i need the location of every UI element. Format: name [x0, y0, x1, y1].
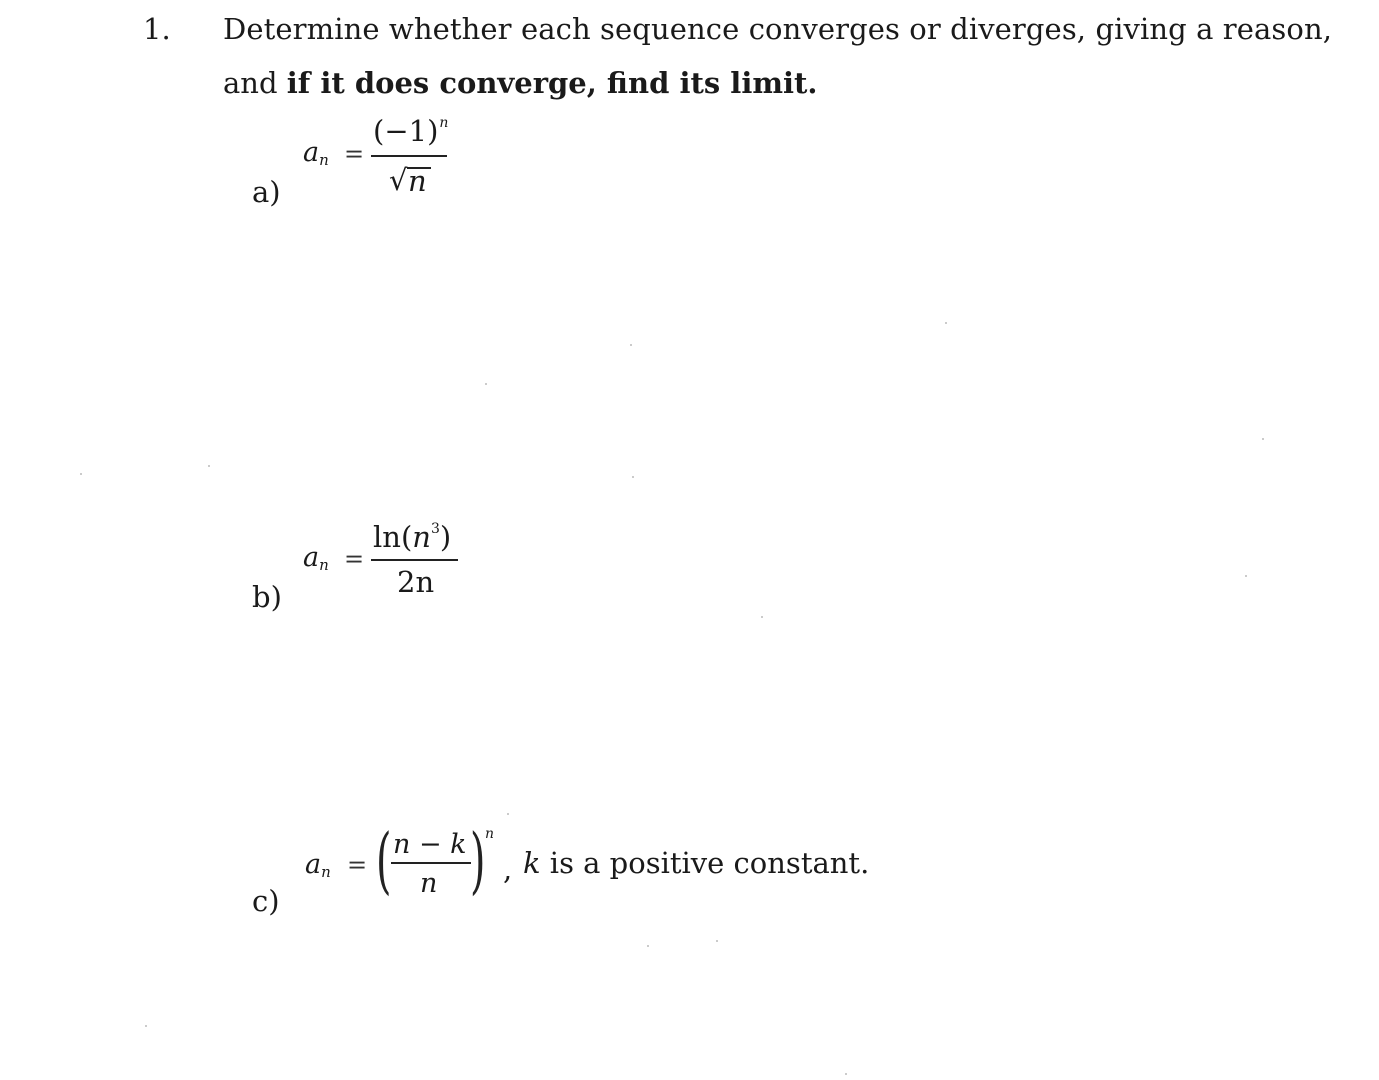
numerator-text: (−1): [373, 114, 439, 148]
constant-description: is a positive constant.: [549, 846, 870, 880]
part-a-denominator: n: [408, 164, 427, 198]
scan-speck: [647, 945, 649, 947]
part-b-label: b): [252, 580, 282, 614]
part-c-label: c): [252, 884, 280, 918]
part-b-lhs: [303, 542, 329, 574]
lhs-variable: a: [303, 542, 320, 573]
scan-speck: [945, 322, 947, 324]
scan-speck: [80, 473, 82, 475]
scan-speck: [716, 940, 718, 942]
part-c-comma: ,: [503, 852, 513, 886]
instruction-bold-text: if it does converge, find its limit.: [286, 66, 818, 100]
scan-speck: [145, 1025, 147, 1027]
part-b-numerator: [373, 520, 451, 554]
instruction-plain-text: and: [223, 66, 278, 100]
part-c-left-paren: (: [376, 818, 392, 902]
part-a-fraction-bar: [371, 155, 447, 157]
ln-prefix: ln(: [373, 520, 413, 554]
part-c-numerator: n − k: [393, 829, 467, 860]
lhs-subscript: n: [319, 151, 329, 169]
lhs-variable: a: [303, 137, 320, 168]
part-a-numerator: [373, 114, 448, 148]
part-b-fraction-bar: [371, 559, 458, 561]
ln-suffix: ): [439, 520, 452, 554]
scan-speck: [632, 476, 634, 478]
part-a-equals: =: [344, 140, 365, 168]
part-c-outer-exponent: n: [485, 826, 495, 842]
scan-speck: [1245, 575, 1247, 577]
problem-instruction-line1: Determine whether each sequence converges or diverges, giving a reason,: [223, 12, 1333, 46]
scan-speck: [845, 1073, 847, 1075]
part-c-right-paren: ): [470, 818, 486, 902]
lhs-variable: a: [305, 849, 322, 880]
scan-speck: [1262, 438, 1264, 440]
problem-instruction-line2: [223, 66, 818, 100]
scan-speck: [485, 383, 487, 385]
part-b-equals: =: [344, 545, 365, 573]
part-c-constant-note: [523, 846, 869, 880]
scan-speck: [761, 616, 763, 618]
denominator-text: 2n: [397, 565, 435, 599]
scan-speck: [507, 813, 509, 815]
lhs-subscript: n: [319, 556, 329, 574]
part-a-radical-sign: √: [389, 163, 408, 197]
part-c-lhs: [305, 849, 331, 881]
numerator-variable: n: [412, 520, 431, 554]
part-b-denominator: [397, 565, 434, 599]
part-c-fraction-bar: [391, 862, 471, 864]
k-variable: k: [523, 846, 541, 880]
numerator-exponent: n: [439, 115, 449, 131]
scan-speck: [630, 344, 632, 346]
part-a-label: a): [252, 175, 281, 209]
scan-speck: [208, 465, 210, 467]
part-a-lhs: [303, 137, 329, 169]
numerator-exponent: 3: [430, 521, 440, 537]
lhs-subscript: n: [321, 863, 331, 881]
problem-number: 1.: [143, 12, 171, 46]
part-c-denominator: n: [420, 868, 438, 899]
part-c-equals: =: [347, 851, 368, 879]
